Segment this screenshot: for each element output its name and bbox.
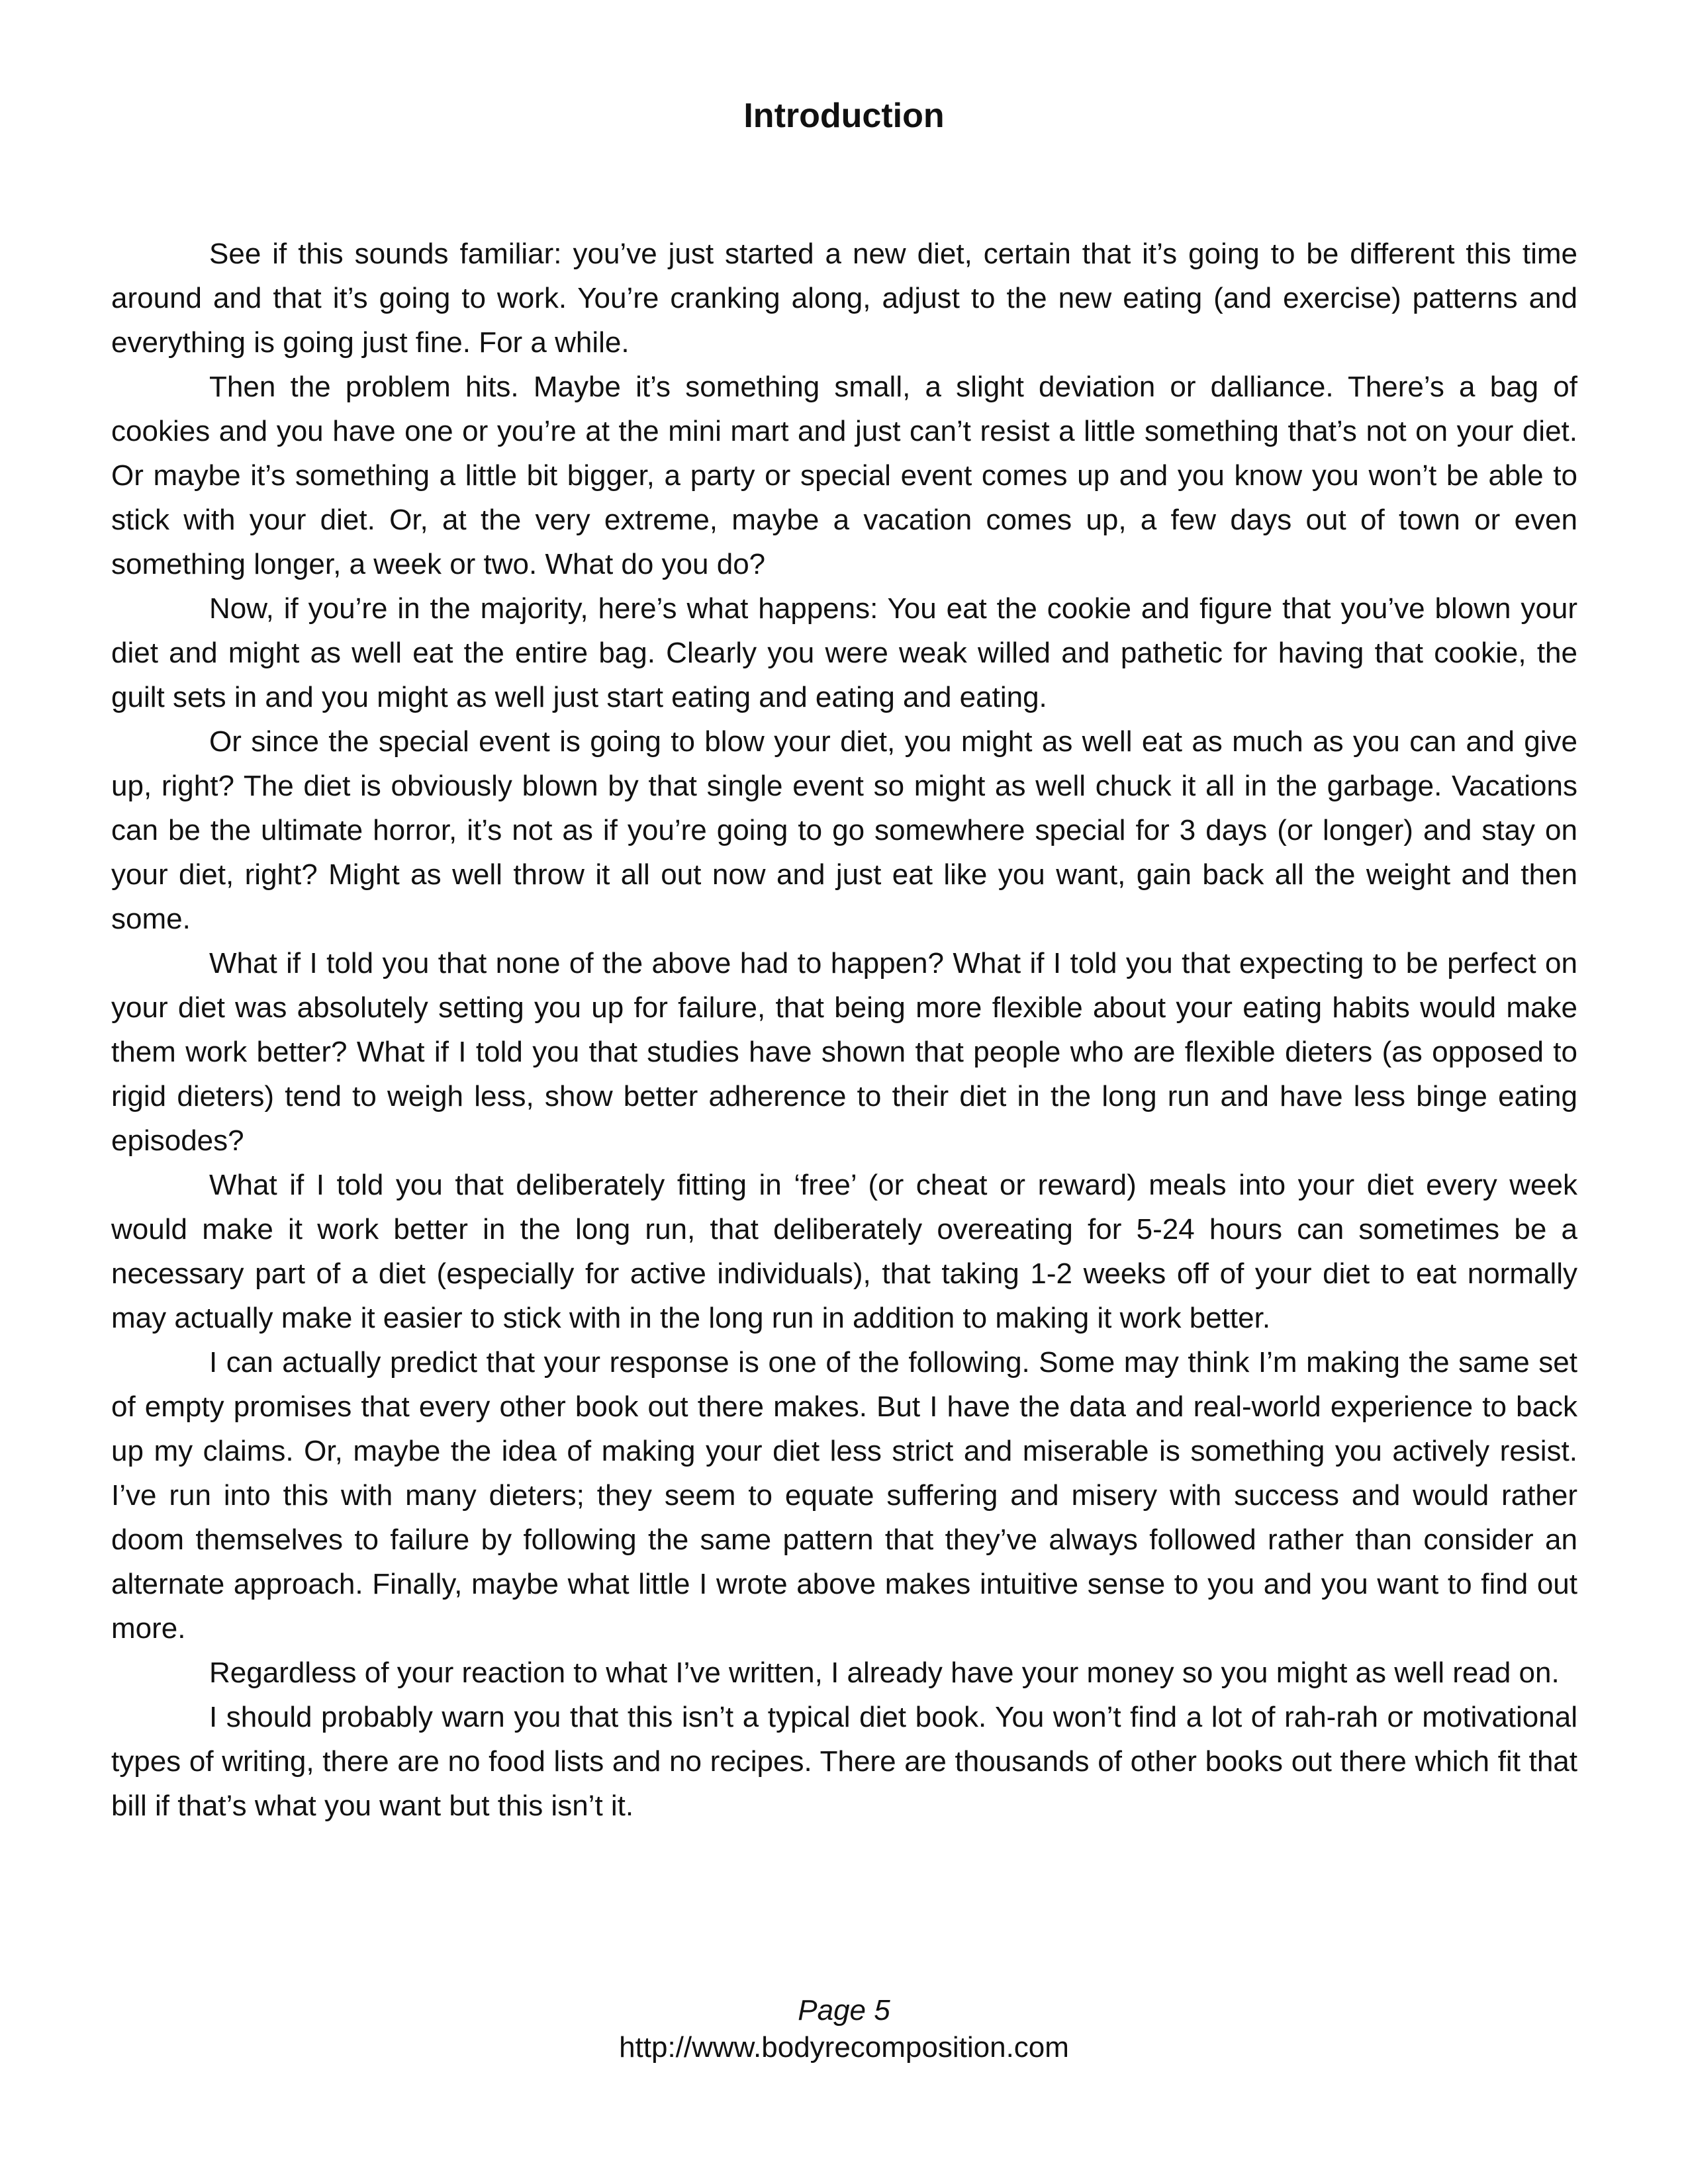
page-number: Page 5 bbox=[798, 1994, 890, 2026]
paragraph-2: Then the problem hits. Maybe it’s something small, a slight deviation or dalliance. There’s a bag of cookies and you have one or you’re at the mini mart and just can’t resist a little something that’s not on your diet. Or maybe it’s something a little bit bigger, a party or special event comes up and you know you won’t be able to stick with your diet. Or, at the very extreme, maybe a vacation comes up, a few days out of town or even something longer, a week or two. What do you do? bbox=[111, 371, 1577, 580]
page-footer bbox=[0, 1992, 1688, 2066]
paragraph-6: What if I told you that deliberately fitting in ‘free’ (or cheat or reward) meals into your diet every week would make it work better in the long run, that deliberately overeating for 5-24 hours can sometimes be a necessary part of a diet (especially for active individuals), that taking 1-2 weeks off of your diet to eat normally may actually make it easier to stick with in the long run in addition to making it work better. bbox=[111, 1169, 1577, 1334]
page-title: Introduction bbox=[743, 97, 945, 135]
paragraph-7: I can actually predict that your response is one of the following. Some may think I’m making the same set of empty promises that every other book out there makes. But I have the data and real-world experience to back up my claims. Or, maybe the idea of making your diet less strict and miserable is something you actively resist. I’ve run into this with many dieters; they seem to equate suffering and misery with success and would rather doom themselves to failure by following the same pattern that they’ve always followed rather than consider an alternate approach. Finally, maybe what little I wrote above makes intuitive sense to you and you want to find out more. bbox=[111, 1346, 1577, 1645]
paragraph-4: Or since the special event is going to blow your diet, you might as well eat as much as you can and give up, right? The diet is obviously blown by that single event so might as well chuck it all in the garbage. Vacations can be the ultimate horror, it’s not as if you’re going to go somewhere special for 3 days (or longer) and stay on your diet, right? Might as well throw it all out now and just eat like you want, gain back all the weight and then some. bbox=[111, 725, 1577, 935]
body-text bbox=[111, 232, 1577, 1828]
paragraph-3: Now, if you’re in the majority, here’s what happens: You eat the cookie and figure that you’ve blown your diet and might as well eat the entire bag. Clearly you were weak willed and pathetic for having that cookie, the guilt sets in and you might as well just start eating and eating and eating. bbox=[111, 592, 1577, 713]
paragraph-9: I should probably warn you that this isn’t a typical diet book. You won’t find a lot of rah-rah or motivational types of writing, there are no food lists and no recipes. There are thousands of other books out there which fit that bill if that’s what you want but this isn’t it. bbox=[111, 1701, 1577, 1822]
paragraph-1: See if this sounds familiar: you’ve just started a new diet, certain that it’s going to be different this time around and that it’s going to work. You’re cranking along, adjust to the new eating (and exercise) patterns and everything is going just fine. For a while. bbox=[111, 238, 1577, 359]
website-link[interactable]: http://www.bodyrecomposition.com bbox=[619, 2031, 1069, 2064]
paragraph-5: What if I told you that none of the above had to happen? What if I told you that expecting to be perfect on your diet was absolutely setting you up for failure, that being more flexible about your eating habits would make them work better? What if I told you that studies have shown that people who are flexible dieters (as opposed to rigid dieters) tend to weigh less, show better adherence to their diet in the long run and have less binge eating episodes? bbox=[111, 947, 1577, 1157]
paragraph-8: Regardless of your reaction to what I’ve written, I already have your money so you might as well read on. bbox=[209, 1657, 1560, 1689]
